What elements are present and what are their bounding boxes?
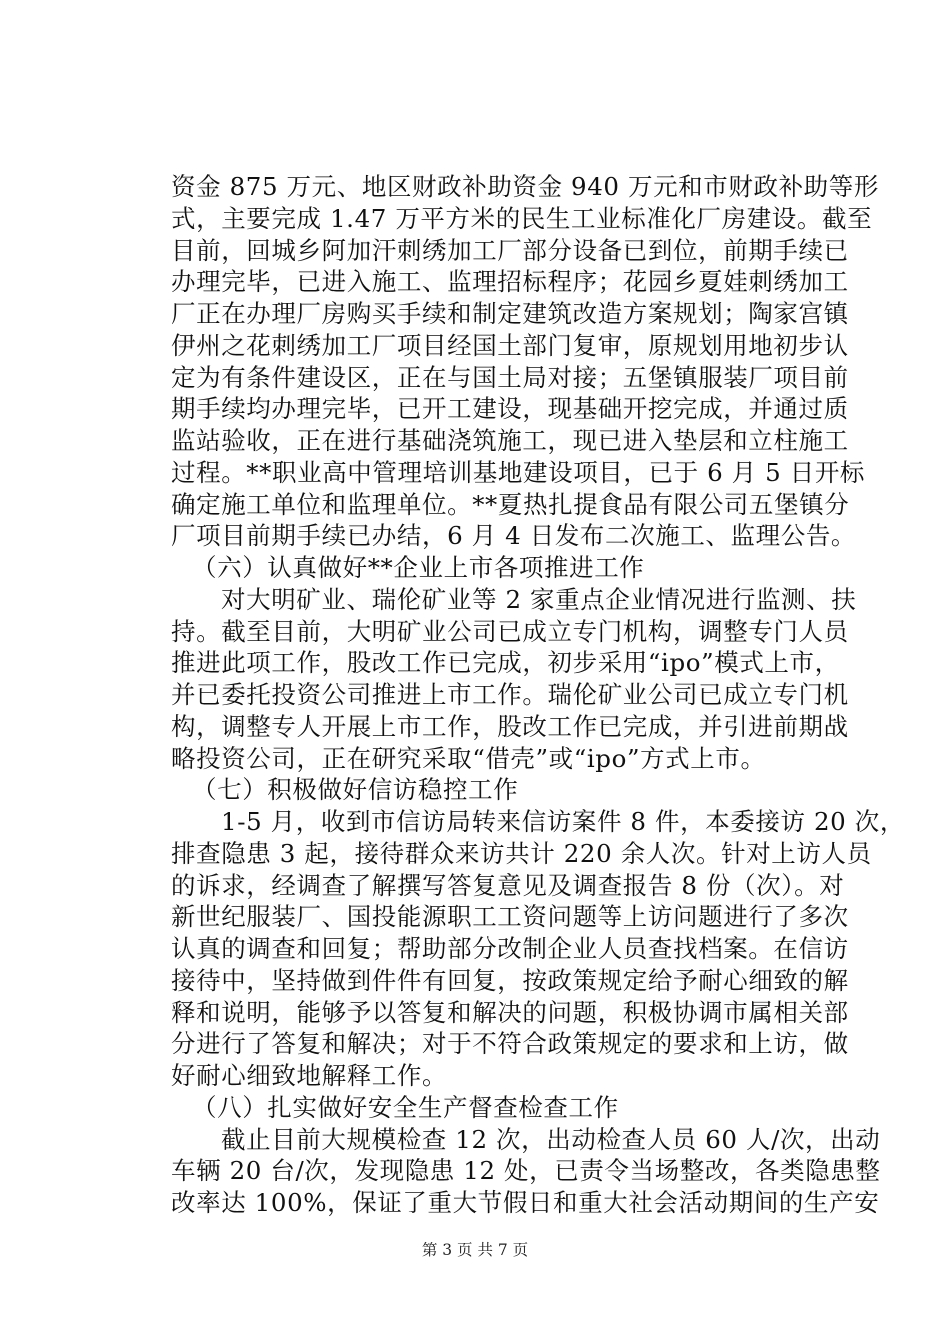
section-heading-6: （六）认真做好**企业上市各项推进工作: [192, 553, 645, 582]
body-line: 伊州之花刺绣加工厂项目经国土部门复审，原规划用地初步认: [171, 330, 849, 360]
body-line: 并已委托投资公司推进上市工作。瑞伦矿业公司已成立专门机: [171, 680, 849, 709]
body-line: 分进行了答复和解决；对于不符合政策规定的要求和上访，做: [171, 1029, 849, 1059]
body-line: 构，调整专人开展上市工作，股改工作已完成，并引进前期战: [171, 711, 849, 741]
body-line: 厂正在办理厂房购买手续和制定建筑改造方案规划；陶家宫镇: [171, 299, 849, 328]
section-heading-8: （八）扎实做好安全生产督查检查工作: [192, 1092, 619, 1122]
body-line: 监站验收，正在进行基础浇筑施工，现已进入垫层和立柱施工: [171, 426, 849, 455]
body-line: 式，主要完成 1.47 万平方米的民生工业标准化厂房建设。截至: [171, 203, 873, 233]
body-line: 排查隐患 3 起，接待群众来访共计 220 余人次。针对上访人员: [171, 838, 872, 868]
body-line: 新世纪服装厂、国投能源职工工资问题等上访问题进行了多次: [171, 902, 849, 932]
body-line: 资金 875 万元、地区财政补助资金 940 万元和市财政补助等形: [171, 172, 879, 201]
body-line: 车辆 20 台/次，发现隐患 12 处，已责令当场整改，各类隐患整: [171, 1156, 881, 1186]
body-line: 推进此项工作，股改工作已完成，初步采用“ipo”模式上市，: [171, 648, 840, 678]
page-number-footer: 第 3 页 共 7 页: [421, 1241, 529, 1259]
body-line: 期手续均办理完毕，已开工建设，现基础开挖完成，并通过质: [171, 394, 849, 424]
body-line: 好耐心细致地解释工作。: [171, 1061, 448, 1090]
body-line: 改率达 100%，保证了重大节假日和重大社会活动期间的生产安: [171, 1188, 880, 1217]
body-line: 厂项目前期手续已办结，6 月 4 日发布二次施工、监理公告。: [171, 521, 857, 551]
body-line: 略投资公司，正在研究采取“借壳”或“ipo”方式上市。: [171, 743, 766, 773]
body-line: 对大明矿业、瑞伦矿业等 2 家重点企业情况进行监测、扶: [221, 584, 857, 614]
body-line: 定为有条件建设区，正在与国土局对接；五堡镇服装厂项目前: [171, 362, 849, 392]
body-line: 释和说明，能够予以答复和解决的问题，积极协调市属相关部: [171, 997, 849, 1027]
body-line: 的诉求，经调查了解撰写答复意见及调查报告 8 份（次）。对: [171, 870, 845, 900]
body-line: 办理完毕，已进入施工、监理招标程序；花园乡夏娃刺绣加工: [171, 267, 849, 297]
body-line: 确定施工单位和监理单位。**夏热扎提食品有限公司五堡镇分: [171, 489, 850, 519]
body-line: 持。截至目前，大明矿业公司已成立专门机构，调整专门人员: [171, 616, 849, 646]
section-heading-7: （七）积极做好信访稳控工作: [192, 775, 519, 805]
body-line: 过程。**职业高中管理培训基地建设项目，已于 6 月 5 日开标: [171, 457, 866, 487]
body-line: 接待中，坚持做到件件有回复，按政策规定给予耐心细致的解: [171, 965, 849, 995]
body-line: 认真的调查和回复；帮助部分改制企业人员查找档案。在信访: [171, 934, 849, 963]
body-line: 目前，回城乡阿加汗刺绣加工厂部分设备已到位，前期手续已: [171, 235, 849, 265]
body-line: 截止目前大规模检查 12 次，出动检查人员 60 人/次，出动: [221, 1124, 881, 1154]
body-line: 1-5 月，收到市信访局转来信访案件 8 件，本委接访 20 次，: [221, 807, 905, 836]
